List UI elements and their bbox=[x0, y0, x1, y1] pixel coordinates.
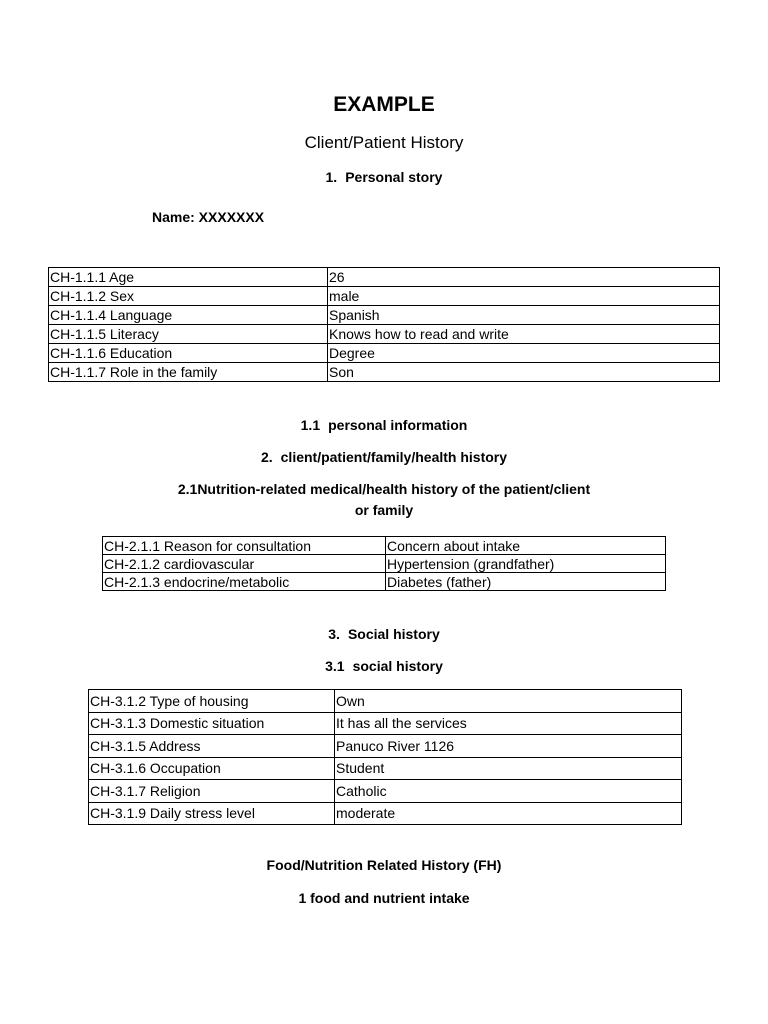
table-row bbox=[49, 325, 720, 344]
table-row bbox=[89, 757, 682, 780]
table-cell-value: Catholic bbox=[335, 780, 682, 803]
table-cell-code: CH-1.1.1 Age bbox=[49, 268, 328, 287]
section-1-number: 1. bbox=[325, 169, 338, 185]
table-cell-code: CH-3.1.2 Type of housing bbox=[89, 690, 335, 713]
table-cell-code: CH-3.1.9 Daily stress level bbox=[89, 802, 335, 825]
table-cell-value: 26 bbox=[328, 268, 720, 287]
table-cell-code: CH-2.1.2 cardiovascular bbox=[103, 555, 386, 573]
section-2-label: client/patient/family/health history bbox=[280, 449, 508, 465]
table-cell-value: Panuco River 1126 bbox=[335, 735, 682, 758]
table-cell-value: Diabetes (father) bbox=[386, 573, 666, 591]
fh-subheading: 1 food and nutrient intake bbox=[298, 890, 470, 906]
table-row bbox=[49, 268, 720, 287]
table-cell-value: Spanish bbox=[328, 306, 720, 325]
section-1-1-number: 1.1 bbox=[300, 417, 321, 433]
table-cell-value: Son bbox=[328, 363, 720, 382]
section-1-label: Personal story bbox=[345, 169, 443, 185]
table-cell-value: Degree bbox=[328, 344, 720, 363]
table-cell-value: Knows how to read and write bbox=[328, 325, 720, 344]
section-2-1-label-line-2: or family bbox=[354, 502, 414, 518]
table-row bbox=[49, 287, 720, 306]
section-2-1-heading bbox=[0, 479, 768, 521]
table-cell-code: CH-1.1.6 Education bbox=[49, 344, 328, 363]
table-cell-value: male bbox=[328, 287, 720, 306]
table-row bbox=[89, 690, 682, 713]
section-3-1-heading bbox=[0, 657, 768, 675]
table-row bbox=[89, 802, 682, 825]
table-cell-code: CH-1.1.2 Sex bbox=[49, 287, 328, 306]
health-history-table bbox=[102, 536, 666, 591]
table-row bbox=[49, 344, 720, 363]
health-history-table-body bbox=[103, 537, 666, 591]
table-cell-code: CH-3.1.5 Address bbox=[89, 735, 335, 758]
table-row bbox=[89, 780, 682, 803]
table-cell-code: CH-3.1.3 Domestic situation bbox=[89, 712, 335, 735]
personal-story-table bbox=[48, 267, 720, 382]
section-1-1-label: personal information bbox=[328, 417, 468, 433]
table-row bbox=[89, 735, 682, 758]
section-2-heading bbox=[0, 448, 768, 466]
table-cell-code: CH-3.1.7 Religion bbox=[89, 780, 335, 803]
personal-story-table-body bbox=[49, 268, 720, 382]
table-row bbox=[49, 363, 720, 382]
section-2-1-line-1 bbox=[0, 479, 768, 500]
section-3-1-label: social history bbox=[352, 658, 443, 674]
document-subtitle: Client/Patient History bbox=[304, 133, 464, 152]
table-cell-value: It has all the services bbox=[335, 712, 682, 735]
section-3-1-number: 3.1 bbox=[325, 658, 345, 674]
fh-heading: Food/Nutrition Related History (FH) bbox=[266, 857, 502, 873]
table-cell-value: Concern about intake bbox=[386, 537, 666, 555]
table-row bbox=[49, 306, 720, 325]
section-1-1-heading bbox=[0, 416, 768, 434]
table-cell-value: moderate bbox=[335, 802, 682, 825]
section-3-number: 3. bbox=[328, 626, 340, 642]
table-cell-code: CH-2.1.1 Reason for consultation bbox=[103, 537, 386, 555]
table-cell-code: CH-1.1.4 Language bbox=[49, 306, 328, 325]
section-2-1-number: 2.1 bbox=[177, 481, 198, 497]
table-cell-code: CH-1.1.7 Role in the family bbox=[49, 363, 328, 382]
table-cell-value: Own bbox=[335, 690, 682, 713]
table-cell-value: Hypertension (grandfather) bbox=[386, 555, 666, 573]
section-2-number: 2. bbox=[260, 449, 273, 465]
table-row bbox=[103, 555, 666, 573]
table-cell-code: CH-3.1.6 Occupation bbox=[89, 757, 335, 780]
section-2-1-label-line-1: Nutrition-related medical/health history of the patient/client bbox=[197, 481, 591, 497]
section-3-label: Social history bbox=[347, 626, 440, 642]
social-history-table-body bbox=[89, 690, 682, 825]
table-cell-code: CH-1.1.5 Literacy bbox=[49, 325, 328, 344]
client-name: Name: XXXXXXX bbox=[152, 209, 265, 225]
section-3-heading bbox=[0, 625, 768, 643]
social-history-table bbox=[88, 689, 682, 825]
table-cell-value: Student bbox=[335, 757, 682, 780]
document-title: EXAMPLE bbox=[333, 93, 435, 116]
table-cell-code: CH-2.1.3 endocrine/metabolic bbox=[103, 573, 386, 591]
table-row bbox=[89, 712, 682, 735]
table-row bbox=[103, 537, 666, 555]
table-row bbox=[103, 573, 666, 591]
section-1-heading bbox=[0, 168, 768, 186]
